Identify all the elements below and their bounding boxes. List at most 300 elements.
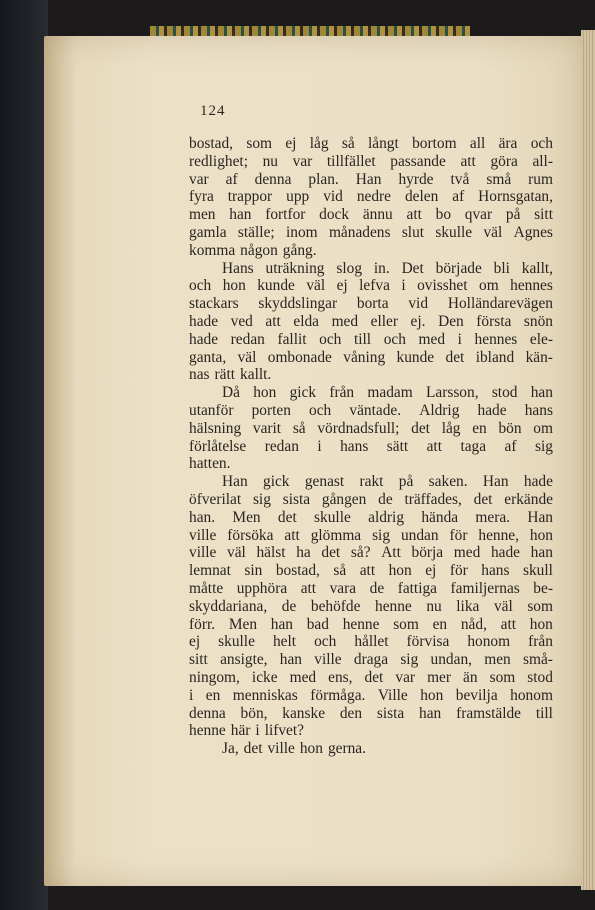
word: Han bbox=[355, 170, 382, 188]
word: utanför bbox=[189, 401, 234, 419]
word: ha bbox=[296, 544, 311, 562]
word: hade bbox=[189, 312, 219, 330]
word: mer bbox=[427, 668, 451, 686]
word: började bbox=[435, 259, 482, 277]
word: var bbox=[189, 170, 209, 188]
word: Hans bbox=[222, 259, 254, 277]
word: att bbox=[284, 526, 300, 544]
word: bön, bbox=[240, 704, 268, 722]
word: mera. bbox=[475, 508, 511, 526]
word: hon bbox=[529, 615, 553, 633]
text-line bbox=[189, 509, 553, 527]
word: af bbox=[504, 437, 517, 455]
word: varit bbox=[252, 419, 282, 437]
word: han bbox=[270, 615, 293, 633]
word: taga bbox=[460, 437, 487, 455]
word: han. bbox=[189, 508, 216, 526]
word: upphöra bbox=[236, 579, 288, 597]
word: det bbox=[445, 348, 465, 366]
text-line bbox=[189, 188, 553, 206]
word: Ja, bbox=[222, 740, 239, 758]
word: ännu bbox=[362, 206, 393, 224]
page-number: 124 bbox=[200, 103, 226, 119]
word: ej bbox=[425, 562, 437, 580]
word: qvar bbox=[464, 206, 493, 224]
word: gamla bbox=[189, 223, 227, 241]
word: förlåtelse bbox=[189, 437, 247, 455]
word: skulle bbox=[435, 223, 473, 241]
word: ville bbox=[189, 544, 217, 562]
word: han bbox=[229, 206, 252, 224]
word: bostad, bbox=[275, 562, 320, 580]
word: sig bbox=[252, 490, 271, 508]
word: skulle bbox=[314, 508, 351, 526]
word: han bbox=[279, 651, 303, 669]
word: gången bbox=[321, 490, 367, 508]
word: med bbox=[418, 330, 446, 348]
word: i bbox=[189, 686, 194, 704]
word: här bbox=[230, 722, 251, 740]
word: hade bbox=[477, 401, 507, 419]
word: hyrde bbox=[398, 170, 434, 188]
word: dock bbox=[319, 206, 350, 224]
word: snön bbox=[523, 312, 553, 330]
word: och bbox=[530, 135, 553, 152]
word: framstälde bbox=[456, 704, 522, 722]
word: genast bbox=[304, 473, 345, 491]
word: borta bbox=[356, 295, 389, 313]
text-line bbox=[189, 687, 553, 705]
word: kanske bbox=[282, 704, 326, 722]
word: Han bbox=[222, 473, 248, 491]
word: ej. bbox=[410, 312, 426, 330]
word: börja bbox=[411, 544, 444, 562]
word: att bbox=[265, 312, 281, 330]
word: han bbox=[530, 384, 553, 402]
word: behöfde bbox=[310, 597, 361, 615]
text-line bbox=[189, 349, 553, 367]
word: hade bbox=[523, 473, 553, 491]
word: kunde bbox=[257, 277, 295, 295]
word: om bbox=[533, 419, 553, 437]
word: lifvet? bbox=[264, 722, 304, 740]
word: så bbox=[333, 562, 347, 580]
word: ganta, bbox=[189, 348, 227, 366]
word: förr. bbox=[189, 615, 216, 633]
word: all bbox=[469, 135, 486, 152]
word: sitt bbox=[534, 206, 553, 224]
word: glömma bbox=[310, 526, 362, 544]
word: kallt. bbox=[240, 366, 272, 384]
word: trappor bbox=[227, 188, 273, 206]
word: ombonade bbox=[267, 348, 332, 366]
word: all- bbox=[532, 152, 553, 170]
word: Hornsgatan, bbox=[478, 188, 553, 206]
word: det bbox=[243, 740, 263, 758]
word: sitt bbox=[189, 651, 208, 669]
word: honom bbox=[467, 633, 511, 651]
word: hållet bbox=[354, 633, 389, 651]
word: som bbox=[489, 668, 516, 686]
word: Ville bbox=[377, 686, 408, 704]
word: vid bbox=[323, 188, 343, 206]
word: fallit bbox=[277, 330, 307, 348]
word: sista bbox=[282, 490, 311, 508]
word: henne bbox=[342, 615, 380, 633]
word: väl bbox=[306, 277, 326, 295]
word: fattiga bbox=[397, 579, 437, 597]
word: rum bbox=[528, 170, 553, 188]
text-line bbox=[189, 171, 553, 189]
word: låg bbox=[441, 419, 461, 437]
text-line bbox=[189, 598, 553, 616]
word: skull bbox=[522, 562, 553, 580]
word: ibland bbox=[475, 348, 515, 366]
text-line bbox=[189, 206, 553, 224]
word: sig bbox=[400, 651, 419, 669]
word: så bbox=[292, 419, 306, 437]
word: låg bbox=[309, 135, 329, 152]
text-line bbox=[189, 562, 553, 580]
word: ville bbox=[189, 526, 217, 544]
word: af bbox=[225, 170, 238, 188]
text-line bbox=[189, 153, 553, 171]
word: hon bbox=[253, 384, 277, 402]
word: bortom bbox=[412, 135, 457, 152]
word: upp bbox=[286, 188, 310, 206]
word: Att bbox=[381, 544, 401, 562]
word: hon bbox=[529, 526, 553, 544]
word: bo bbox=[435, 206, 452, 224]
word: familjernas bbox=[450, 579, 520, 597]
word: på bbox=[505, 206, 521, 224]
text-line bbox=[189, 242, 553, 260]
word: skyddariana, bbox=[189, 597, 268, 615]
word: ville bbox=[314, 651, 342, 669]
word: men bbox=[189, 206, 216, 224]
word: och bbox=[309, 401, 332, 419]
word: de bbox=[378, 490, 393, 508]
word: med bbox=[453, 544, 481, 562]
text-line bbox=[189, 580, 553, 598]
word: hon bbox=[222, 277, 246, 295]
word: han bbox=[530, 544, 553, 562]
word: Det bbox=[401, 259, 424, 277]
word: ville bbox=[267, 740, 295, 758]
word: Då bbox=[222, 384, 240, 402]
word: och bbox=[383, 330, 406, 348]
word: gick bbox=[263, 473, 290, 491]
word: och bbox=[314, 633, 337, 651]
word: ele- bbox=[529, 330, 553, 348]
word: ningom, bbox=[189, 668, 240, 686]
word: Larsson, bbox=[425, 384, 479, 402]
word: ära bbox=[498, 135, 518, 152]
page-edges bbox=[581, 30, 595, 890]
word: öfverilat bbox=[189, 490, 242, 508]
word: månadens bbox=[328, 223, 391, 241]
word: göra bbox=[490, 152, 518, 170]
book-cover-edge bbox=[0, 0, 48, 910]
word: från bbox=[528, 633, 553, 651]
word: var bbox=[292, 152, 313, 170]
word: sin bbox=[244, 562, 263, 580]
word: stod bbox=[491, 384, 518, 402]
text-line bbox=[189, 527, 553, 545]
word: aldrig bbox=[368, 508, 405, 526]
text-line bbox=[189, 633, 553, 651]
word: för bbox=[449, 526, 468, 544]
word: nedre bbox=[356, 188, 391, 206]
word: den bbox=[339, 704, 363, 722]
word: Men bbox=[228, 615, 258, 633]
word: det bbox=[411, 419, 430, 437]
word: hatten. bbox=[189, 455, 231, 473]
text-line bbox=[189, 135, 553, 153]
word: inom bbox=[286, 223, 318, 241]
word: i bbox=[317, 437, 322, 455]
word: Agnes bbox=[513, 223, 553, 241]
word: slog bbox=[336, 259, 363, 277]
word: denna bbox=[189, 704, 226, 722]
word: att bbox=[460, 152, 476, 170]
word: undan, bbox=[430, 651, 472, 669]
word: af bbox=[452, 188, 465, 206]
word: ej bbox=[285, 135, 297, 152]
word: kän- bbox=[525, 348, 553, 366]
word: be- bbox=[533, 579, 553, 597]
word: till bbox=[535, 704, 553, 722]
word: det bbox=[364, 668, 384, 686]
word: plan. bbox=[308, 170, 339, 188]
word: skyddslingar bbox=[258, 295, 338, 313]
word: madam bbox=[367, 384, 413, 402]
word: någon bbox=[240, 241, 278, 259]
word: hända bbox=[421, 508, 459, 526]
word: Den bbox=[438, 312, 464, 330]
word: som bbox=[527, 597, 553, 615]
word: bli bbox=[493, 259, 510, 277]
word: henne bbox=[189, 722, 226, 740]
text-line bbox=[189, 651, 553, 669]
word: en bbox=[432, 615, 448, 633]
word: de bbox=[369, 579, 385, 597]
word: tillfället bbox=[326, 152, 376, 170]
word: att bbox=[300, 579, 317, 597]
word: om bbox=[479, 277, 499, 295]
text-line bbox=[189, 260, 553, 278]
word: måtte bbox=[189, 579, 224, 597]
word: med bbox=[331, 312, 359, 330]
text-line bbox=[189, 331, 553, 349]
word: bön bbox=[498, 419, 522, 437]
word: stod bbox=[527, 668, 553, 686]
word: för bbox=[449, 562, 468, 580]
text-line bbox=[189, 313, 553, 331]
word: sista bbox=[376, 704, 405, 722]
word: ovisshet bbox=[417, 277, 468, 295]
word: än bbox=[463, 668, 478, 686]
word: skulle bbox=[218, 633, 255, 651]
word: från bbox=[329, 384, 355, 402]
word: med bbox=[289, 668, 317, 686]
word: att bbox=[359, 562, 376, 580]
word: henne, bbox=[478, 526, 519, 544]
word: slut bbox=[401, 223, 425, 241]
word: träffades, bbox=[404, 490, 462, 508]
word: lemnat bbox=[189, 562, 231, 580]
word: vördnadsfull; bbox=[317, 419, 400, 437]
word: han bbox=[419, 704, 442, 722]
word: hennes bbox=[510, 277, 553, 295]
word: försöka bbox=[227, 526, 274, 544]
word: två bbox=[450, 170, 470, 188]
word: det bbox=[277, 508, 297, 526]
word: det bbox=[321, 544, 341, 562]
text-line bbox=[189, 669, 553, 687]
word: rakt bbox=[359, 473, 384, 491]
word: porten bbox=[251, 401, 291, 419]
word: saken. bbox=[428, 473, 468, 491]
text-line bbox=[189, 740, 553, 758]
word: ställe; bbox=[237, 223, 275, 241]
word: ej bbox=[336, 277, 348, 295]
text-line bbox=[189, 402, 553, 420]
word: väl bbox=[493, 597, 513, 615]
text-line bbox=[189, 722, 553, 740]
word: ens, bbox=[328, 668, 353, 686]
word: bostad, bbox=[189, 135, 234, 152]
text-line bbox=[189, 455, 553, 473]
word: vid bbox=[408, 295, 429, 313]
word: väntade. bbox=[349, 401, 402, 419]
word: elda bbox=[293, 312, 320, 330]
word: till bbox=[353, 330, 372, 348]
word: Holländarevägen bbox=[447, 295, 553, 313]
word: sätt bbox=[386, 437, 409, 455]
word: denna bbox=[254, 170, 292, 188]
word: Han bbox=[527, 508, 553, 526]
word: hennes bbox=[474, 330, 518, 348]
word: redan bbox=[264, 437, 299, 455]
word: nåd, bbox=[460, 615, 487, 633]
word: fyra bbox=[189, 188, 214, 206]
word: ved bbox=[230, 312, 253, 330]
word: hans bbox=[340, 437, 369, 455]
word: att bbox=[426, 437, 442, 455]
word: gick bbox=[289, 384, 317, 402]
word: men bbox=[484, 651, 511, 669]
word: lefva bbox=[359, 277, 390, 295]
word: helt bbox=[272, 633, 297, 651]
word: en bbox=[472, 419, 487, 437]
word: fortfor bbox=[265, 206, 306, 224]
word: hon bbox=[388, 562, 412, 580]
word: redan bbox=[230, 330, 265, 348]
text-line bbox=[189, 438, 553, 456]
word: Han bbox=[482, 473, 509, 491]
word: bad bbox=[306, 615, 329, 633]
text-line bbox=[189, 473, 553, 491]
word: passande bbox=[390, 152, 446, 170]
body-text bbox=[189, 135, 553, 758]
word: att bbox=[406, 206, 422, 224]
word: som bbox=[393, 615, 419, 633]
text-line bbox=[189, 420, 553, 438]
word: redlighet; bbox=[189, 152, 248, 170]
word: nu bbox=[262, 152, 278, 170]
word: hon bbox=[299, 740, 323, 758]
word: bevilja bbox=[455, 686, 498, 704]
word: första bbox=[476, 312, 512, 330]
text-line bbox=[189, 224, 553, 242]
word: så bbox=[341, 135, 355, 152]
word: Men bbox=[232, 508, 261, 526]
word: gång. bbox=[282, 241, 317, 259]
word: hälsning bbox=[189, 419, 242, 437]
word: hälst bbox=[256, 544, 286, 562]
word: i bbox=[401, 277, 406, 295]
word: förvisa bbox=[406, 633, 450, 651]
word: en bbox=[205, 686, 221, 704]
word: de bbox=[281, 597, 297, 615]
word: menniskas bbox=[232, 686, 298, 704]
word: kallt, bbox=[521, 259, 553, 277]
text-line bbox=[189, 705, 553, 723]
word: henne bbox=[375, 597, 412, 615]
word: rätt bbox=[214, 366, 236, 384]
text-line bbox=[189, 384, 553, 402]
word: hans bbox=[481, 562, 510, 580]
word: in. bbox=[373, 259, 390, 277]
word: hon bbox=[420, 686, 444, 704]
word: sig bbox=[534, 437, 553, 455]
word: stackars bbox=[189, 295, 239, 313]
word: hade bbox=[189, 330, 219, 348]
word: små bbox=[486, 170, 512, 188]
text-line bbox=[189, 616, 553, 634]
word: kunde bbox=[396, 348, 435, 366]
word: i bbox=[457, 330, 462, 348]
text-line bbox=[189, 277, 553, 295]
word: förmåga. bbox=[310, 686, 366, 704]
word: i bbox=[255, 722, 260, 740]
word: ansigte, bbox=[220, 651, 268, 669]
word: nas bbox=[189, 366, 210, 384]
word: icke bbox=[251, 668, 278, 686]
word: draga bbox=[353, 651, 389, 669]
word: långt bbox=[368, 135, 399, 152]
word: som bbox=[246, 135, 272, 152]
word: och bbox=[189, 277, 212, 295]
word: nu bbox=[426, 597, 442, 615]
word: gerna. bbox=[327, 740, 366, 758]
word: att bbox=[500, 615, 517, 633]
word: och bbox=[319, 330, 342, 348]
word: eller bbox=[370, 312, 398, 330]
word: väl bbox=[483, 223, 503, 241]
word: komma bbox=[189, 241, 236, 259]
word: sig bbox=[372, 526, 391, 544]
word: hade bbox=[490, 544, 521, 562]
word: det bbox=[473, 490, 493, 508]
word: delen bbox=[404, 188, 439, 206]
text-line bbox=[189, 366, 553, 384]
word: honom bbox=[510, 686, 553, 704]
word: väl bbox=[237, 348, 257, 366]
word: på bbox=[398, 473, 414, 491]
word: väl bbox=[227, 544, 246, 562]
